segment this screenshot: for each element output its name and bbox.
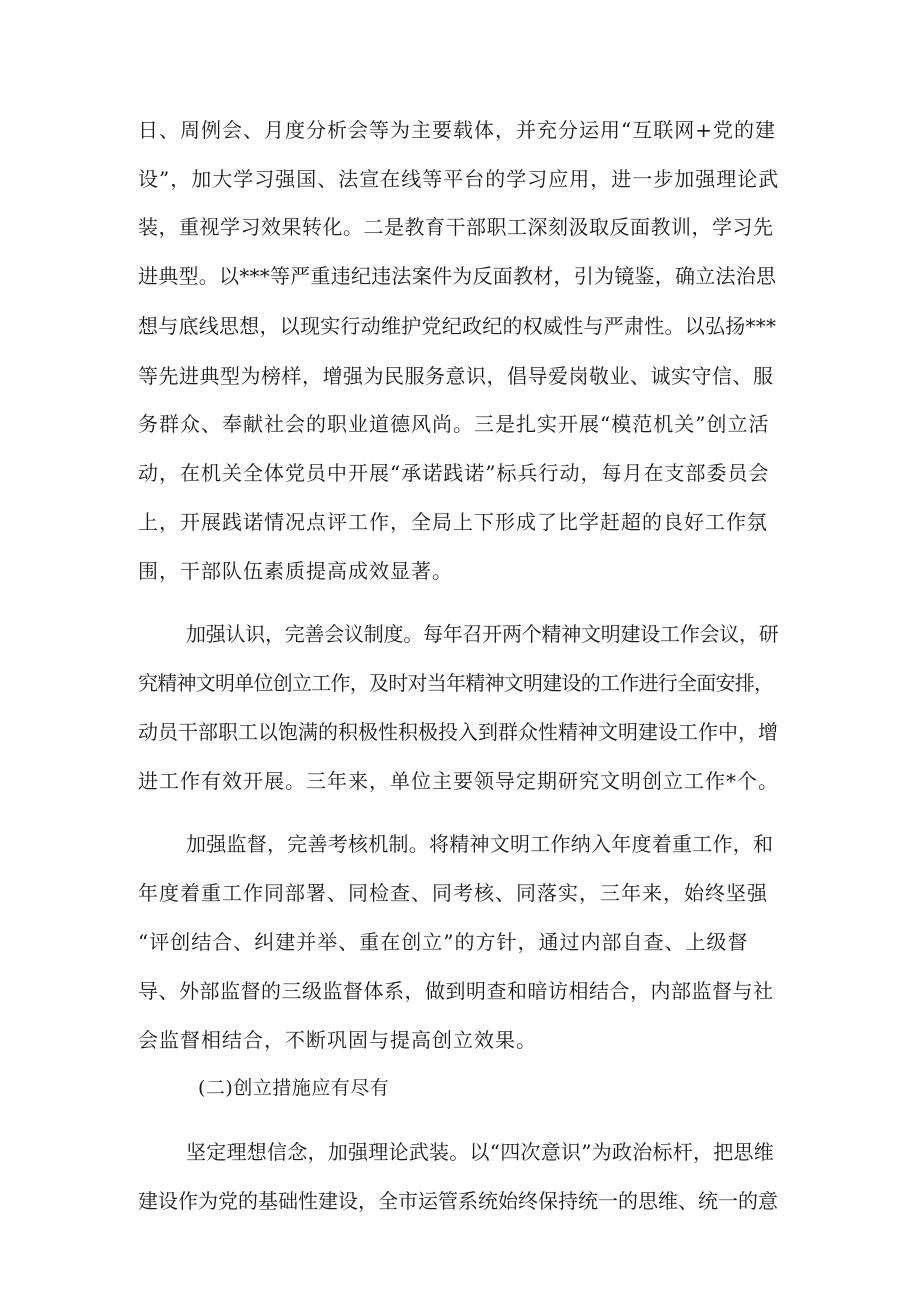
paragraph-1-line-10: 围，干部队伍素质提高成效显著。 bbox=[138, 559, 453, 583]
paragraph-2-line-4: 进工作有效开展。三年来，单位主要领导定期研究文明创立工作*个。 bbox=[138, 769, 779, 793]
paragraph-2-line-3: 动员干部职工以饱满的积极性积极投入到群众性精神文明建设工作中，增 bbox=[138, 720, 778, 744]
paragraph-3-line-1: 加强监督，完善考核机制。将精神文明工作纳入年度着重工作，和 bbox=[186, 832, 774, 856]
paragraph-2-line-2: 究精神文明单位创立工作，及时对当年精神文明建设的工作进行全面安排， bbox=[138, 671, 774, 695]
paragraph-1-line-6: 等先进典型为榜样，增强为民服务意识，倡导爱岗敬业、诚实守信、服 bbox=[138, 364, 774, 388]
paragraph-3-line-2: 年度着重工作同部署、同检查、同考核、同落实，三年来，始终坚强 bbox=[138, 881, 768, 905]
section-subheading: (二)创立措施应有尽有 bbox=[198, 1077, 390, 1099]
paragraph-1-line-4: 进典型。以***等严重违纪违法案件为反面教材，引为镜鉴，确立法治思 bbox=[138, 264, 777, 288]
paragraph-3-line-5: 会监督相结合，不断巩固与提高创立效果。 bbox=[138, 1028, 537, 1052]
paragraph-3-line-4: 导、外部监督的三级监督体系，做到明查和暗访相结合，内部监督与社 bbox=[138, 979, 774, 1003]
paragraph-1-line-9: 上，开展践诺情况点评工作，全局上下形成了比学赶超的良好工作氛 bbox=[138, 510, 768, 534]
paragraph-3-line-3: “评创结合、纠建并举、重在创立”的方针，通过内部自查、上级督 bbox=[138, 930, 749, 954]
paragraph-1-line-2: 设”，加大学习强国、法宣在线等平台的学习应用，进一步加强理论武 bbox=[138, 167, 780, 191]
paragraph-4-line-2: 建设作为党的基础性建设，全市运管系统始终保持统一的思维、统一的意 bbox=[138, 1189, 778, 1213]
paragraph-1-line-8: 动，在机关全体党员中开展“承诺践诺”标兵行动，每月在支部委员会 bbox=[138, 461, 770, 485]
paragraph-1-line-3: 装，重视学习效果转化。二是教育干部职工深刻汲取反面教训，学习先 bbox=[138, 215, 774, 239]
paragraph-1-line-1: 日、周例会、月度分析会等为主要载体，并充分运用“互联网+党的建 bbox=[138, 118, 776, 142]
paragraph-4-line-1: 坚定理想信念，加强理论武装。以“四次意识”为政治标杆，把思维 bbox=[186, 1140, 774, 1164]
paragraph-1-line-7: 务群众、奉献社会的职业道德风尚。三是扎实开展“模范机关”创立活 bbox=[138, 412, 770, 436]
paragraph-1-line-5: 想与底线思想，以现实行动维护党纪政纪的权威性与严肃性。以弘扬*** bbox=[138, 314, 777, 338]
paragraph-2-line-1: 加强认识，完善会议制度。每年召开两个精神文明建设工作会议，研 bbox=[186, 622, 779, 646]
